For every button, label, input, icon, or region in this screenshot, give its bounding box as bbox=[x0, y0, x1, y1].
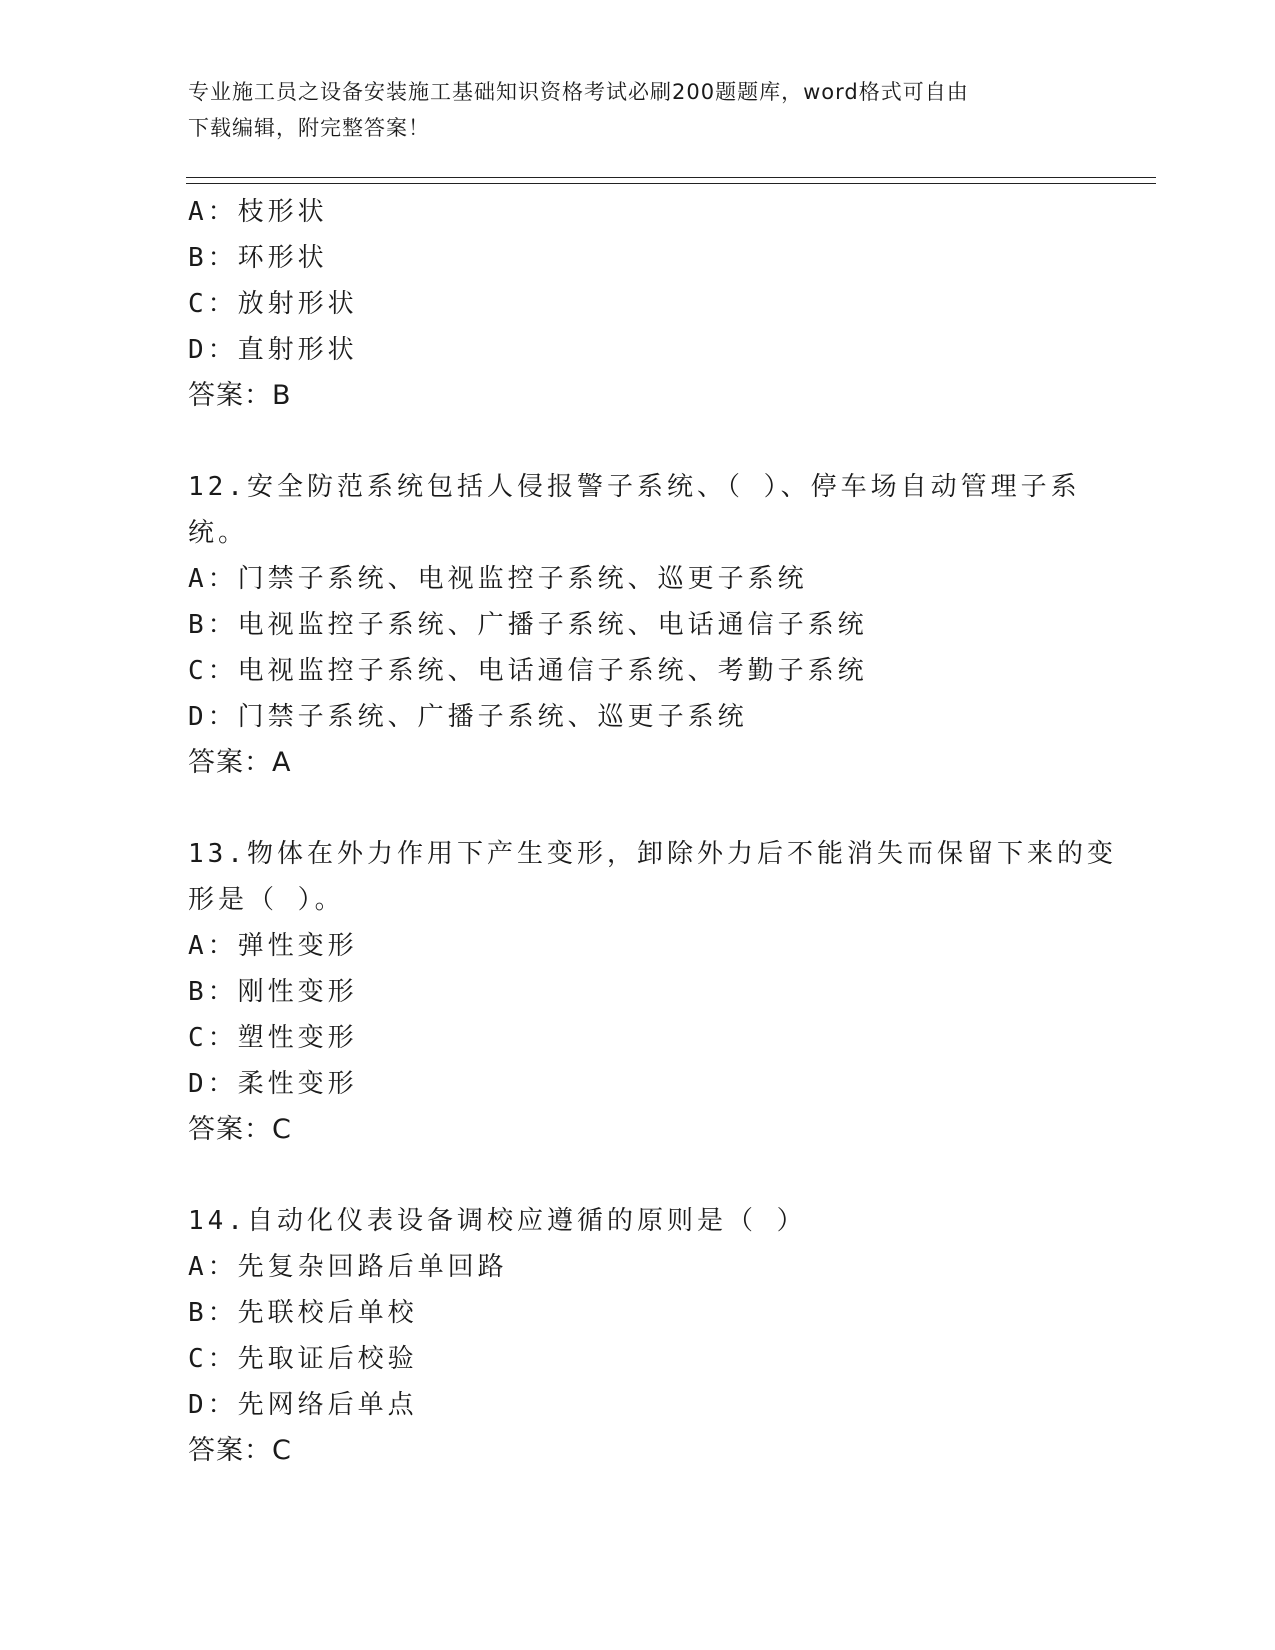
answer: 答案：B bbox=[188, 380, 292, 411]
spacer bbox=[188, 419, 1088, 464]
option-a: A：枝形状 bbox=[188, 197, 328, 227]
header-rule-bottom bbox=[186, 183, 1156, 184]
question-stem-continued: 统。 bbox=[188, 518, 249, 548]
option-c: C：先取证后校验 bbox=[188, 1344, 418, 1374]
spacer bbox=[188, 786, 1088, 831]
option-d: D：门禁子系统、广播子系统、巡更子系统 bbox=[188, 702, 748, 732]
option-c: C：塑性变形 bbox=[188, 1023, 358, 1053]
question-content bbox=[188, 189, 1117, 1474]
option-d: D：直射形状 bbox=[188, 335, 358, 365]
header-line-1: 专业施工员之设备安装施工基础知识资格考试必刷200题题库，word格式可自由 bbox=[188, 80, 969, 104]
option-d: D：柔性变形 bbox=[188, 1069, 358, 1099]
question-stem: 12.安全防范系统包括人侵报警子系统、（ ）、停车场自动管理子系 bbox=[188, 472, 1081, 502]
option-b: B：电视监控子系统、广播子系统、电话通信子系统 bbox=[188, 610, 868, 640]
answer: 答案：C bbox=[188, 1435, 292, 1466]
document-header bbox=[188, 74, 1068, 146]
option-a: A：先复杂回路后单回路 bbox=[188, 1252, 508, 1282]
option-c: C：电视监控子系统、电话通信子系统、考勤子系统 bbox=[188, 656, 868, 686]
spacer bbox=[188, 1153, 1088, 1198]
question-12 bbox=[188, 464, 1088, 786]
question-stem-continued: 形是（ ）。 bbox=[188, 885, 345, 915]
question-14 bbox=[188, 1198, 1088, 1474]
question-11 bbox=[188, 189, 1088, 419]
answer: 答案：C bbox=[188, 1114, 292, 1145]
option-a: A：弹性变形 bbox=[188, 931, 358, 961]
option-a: A：门禁子系统、电视监控子系统、巡更子系统 bbox=[188, 564, 808, 594]
option-b: B：刚性变形 bbox=[188, 977, 358, 1007]
option-c: C：放射形状 bbox=[188, 289, 358, 319]
question-13 bbox=[188, 831, 1117, 1153]
answer: 答案：A bbox=[188, 747, 292, 778]
option-b: B：环形状 bbox=[188, 243, 328, 273]
option-b: B：先联校后单校 bbox=[188, 1298, 418, 1328]
question-stem: 13.物体在外力作用下产生变形，卸除外力后不能消失而保留下来的变 bbox=[188, 839, 1117, 869]
header-rule-top bbox=[186, 177, 1156, 178]
header-line-2: 下载编辑，附完整答案！ bbox=[188, 116, 430, 140]
option-d: D：先网络后单点 bbox=[188, 1390, 418, 1420]
question-stem: 14.自动化仪表设备调校应遵循的原则是（ ） bbox=[188, 1206, 807, 1236]
